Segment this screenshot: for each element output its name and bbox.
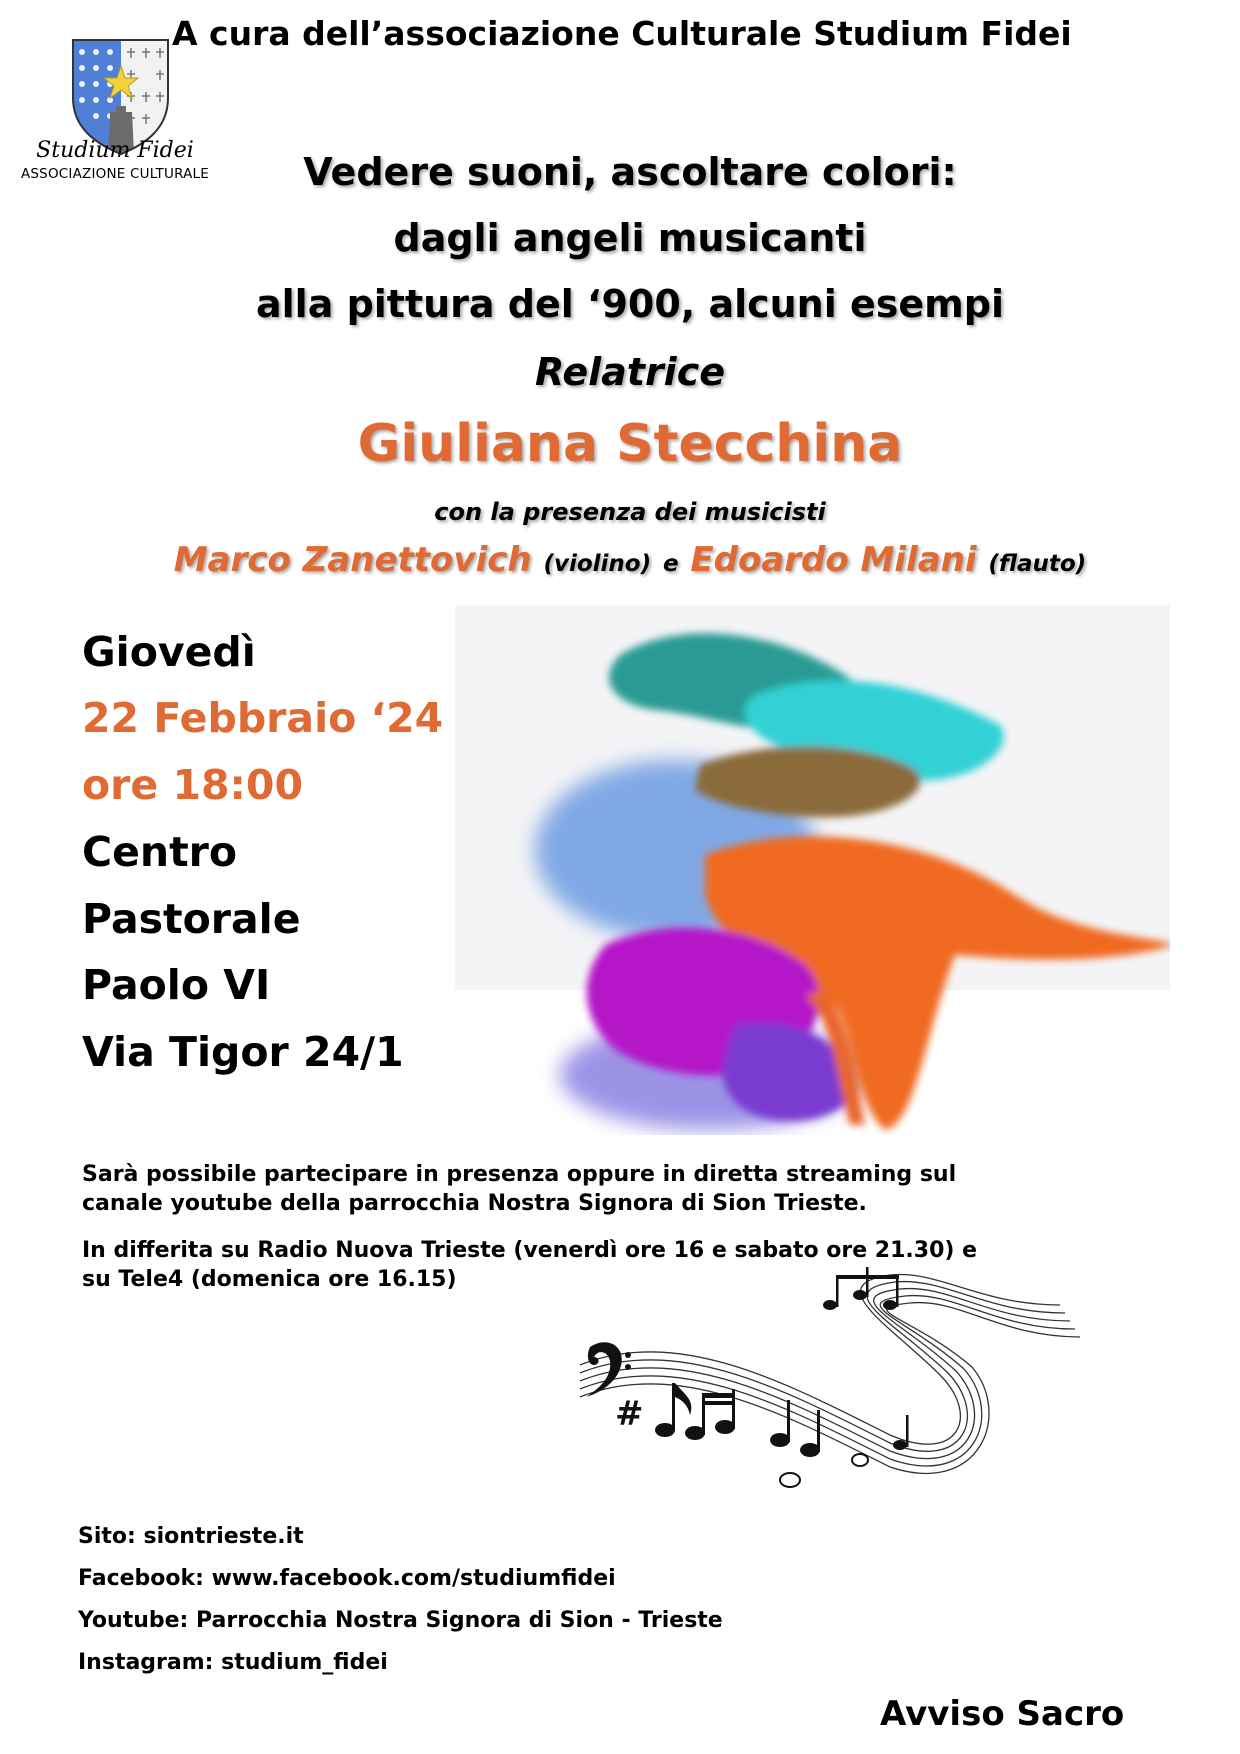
event-day: Giovedì: [82, 628, 256, 676]
logo-subtitle: ASSOCIAZIONE CULTURALE: [20, 166, 210, 182]
title-line-3: alla pittura del ‘900, alcuni esempi: [256, 282, 1004, 326]
contact-facebook: Facebook: www.facebook.com/studiumfidei: [78, 1566, 616, 1591]
musicians-intro: con la presenza dei musicisti: [434, 498, 826, 526]
broadcast-notice: In differita su Radio Nuova Trieste (venerdì ore 16 e sabato ore 21.30) e su Tele4 (domenica ore 16.15): [82, 1238, 978, 1292]
music-staff-illustration: [560, 1265, 1180, 1595]
title-line-2: dagli angeli musicanti: [393, 216, 867, 260]
musicians-line: [150, 540, 1110, 580]
event-time: ore 18:00: [82, 761, 303, 809]
speaker-role: Relatrice: [534, 350, 726, 394]
musicians-conjunction: e: [662, 551, 679, 577]
venue-line-2: Pastorale: [82, 895, 301, 943]
musician-1-instrument: (violino): [543, 551, 652, 577]
title-line-1: Vedere suoni, ascoltare colori:: [303, 150, 957, 194]
speaker-name: Giuliana Stecchina: [357, 414, 903, 474]
venue-address: Via Tigor 24/1: [82, 1028, 404, 1076]
contact-instagram: Instagram: studium_fidei: [78, 1650, 388, 1675]
svg-text:#: #: [615, 1394, 644, 1434]
event-date: 22 Febbraio ‘24: [82, 694, 444, 742]
venue-line-3: Paolo VI: [82, 961, 271, 1009]
musician-1-name: Marco Zanettovich: [173, 540, 532, 580]
avviso-sacro-label: Avviso Sacro: [880, 1694, 1125, 1734]
ink-splash-illustration: [455, 605, 1170, 1135]
logo-name: Studium Fidei: [36, 138, 194, 163]
musician-2-instrument: (flauto): [988, 551, 1087, 577]
musician-2-name: Edoardo Milani: [690, 540, 977, 580]
organizer-header: A cura dell’associazione Culturale Studium Fidei: [172, 14, 1072, 53]
venue-line-1: Centro: [82, 828, 238, 876]
contact-site: Sito: siontrieste.it: [78, 1524, 304, 1549]
streaming-notice: Sarà possibile partecipare in presenza oppure in diretta streaming sul canale youtube della parrocchia Nostra Signora di Sion Trieste.: [82, 1162, 957, 1216]
contact-youtube: Youtube: Parrocchia Nostra Signora di Sion - Trieste: [78, 1608, 723, 1633]
